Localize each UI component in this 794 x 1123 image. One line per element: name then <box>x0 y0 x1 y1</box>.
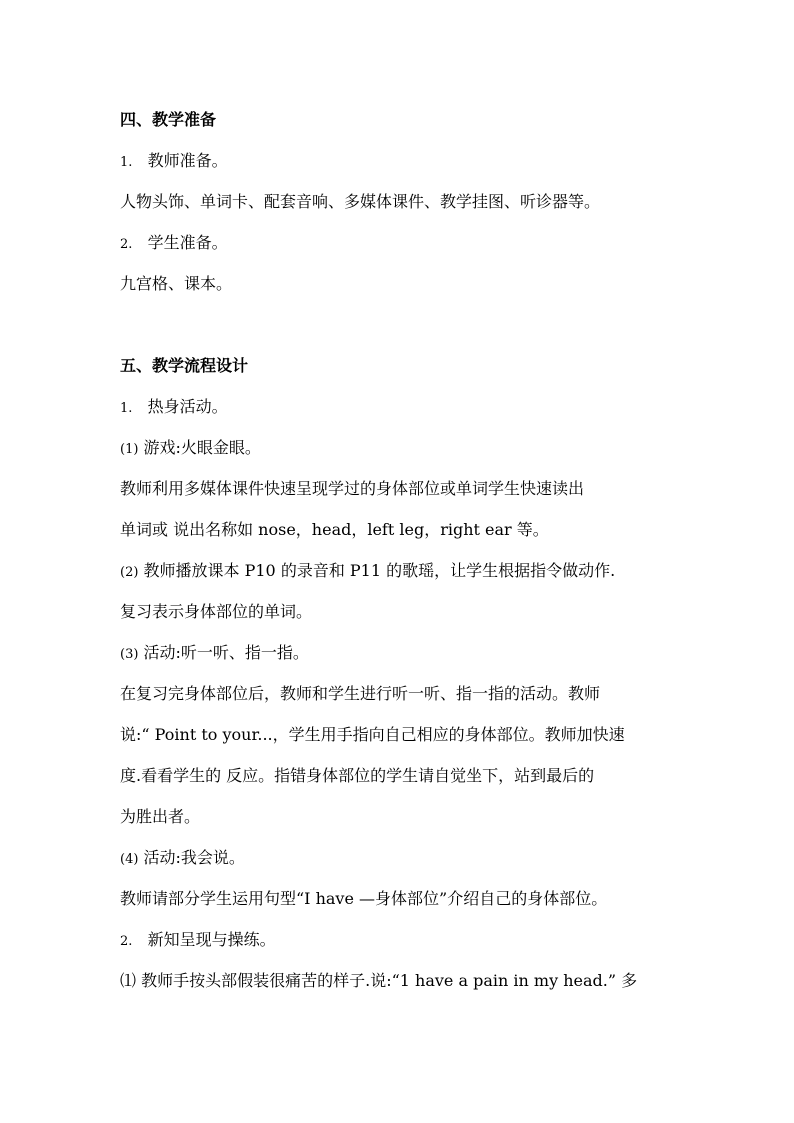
sub-item-number: ⑴ <box>120 971 137 990</box>
sub-item-text: 活动:我会说。 <box>143 848 245 867</box>
item-number: 1. <box>120 401 133 416</box>
sub-item-text: 游戏:火眼金眼。 <box>143 438 261 457</box>
document-page <box>120 104 680 1006</box>
section-heading-process: 五、教学流程设计 <box>120 356 249 375</box>
list-item-teacher-prep <box>120 145 680 176</box>
list-item-student-prep <box>120 227 680 258</box>
sub-item-game <box>120 432 680 463</box>
paragraph: 说:“ Point to your...，学生用手指向自己相应的身体部位。教师加快速 <box>120 725 625 744</box>
item-number: 2. <box>120 934 133 949</box>
list-item-warmup <box>120 391 680 422</box>
paragraph: 为胜出者。 <box>120 807 201 826</box>
item-text: 教师准备。 <box>147 151 228 170</box>
sub-item-text: 教师播放课本 P10 的录音和 P11 的歌瑶，让学生根据指令做动作. <box>143 561 616 580</box>
item-text: 学生准备。 <box>147 233 228 252</box>
paragraph: 度.看看学生的 反应。指错身体部位的学生请自觉坐下，站到最后的 <box>120 766 595 785</box>
sub-item-text: 活动:听一听、指一指。 <box>143 643 309 662</box>
paragraph: 九宫格、课本。 <box>120 274 233 293</box>
item-number: 1. <box>120 155 133 170</box>
sub-item-recording <box>120 555 680 586</box>
spacer <box>120 309 680 350</box>
sub-item-i-can-say <box>120 842 680 873</box>
paragraph: 教师利用多媒体课件快速呈现学过的身体部位或单词学生快速读出 <box>120 479 585 498</box>
item-text: 新知呈现与操练。 <box>147 930 276 949</box>
section-heading-preparation: 四、教学准备 <box>120 110 217 129</box>
paragraph: 复习表示身体部位的单词。 <box>120 602 313 621</box>
sub-item-listen-point <box>120 637 680 668</box>
sub-item-number: (2) <box>120 565 139 580</box>
sub-item-text: 教师手按头部假装很痛苦的样子.说:“1 have a pain in my head.” 多 <box>141 971 638 990</box>
paragraph: 教师请部分学生运用句型“I have —身体部位”介绍自己的身体部位。 <box>120 889 608 908</box>
sub-item-number: (4) <box>120 852 139 867</box>
paragraph: 在复习完身体部位后，教师和学生进行听一听、指一指的活动。教师 <box>120 684 601 703</box>
sub-item-pain-head <box>120 965 680 996</box>
paragraph: 单词或 说出名称如 nose，head，left leg，right ear 等。 <box>120 520 549 539</box>
sub-item-number: (1) <box>120 442 139 457</box>
paragraph: 人物头饰、单词卡、配套音响、多媒体课件、教学挂图、听诊器等。 <box>120 192 601 211</box>
sub-item-number: (3) <box>120 647 139 662</box>
item-number: 2. <box>120 237 133 252</box>
item-text: 热身活动。 <box>147 397 228 416</box>
list-item-new-knowledge <box>120 924 680 955</box>
